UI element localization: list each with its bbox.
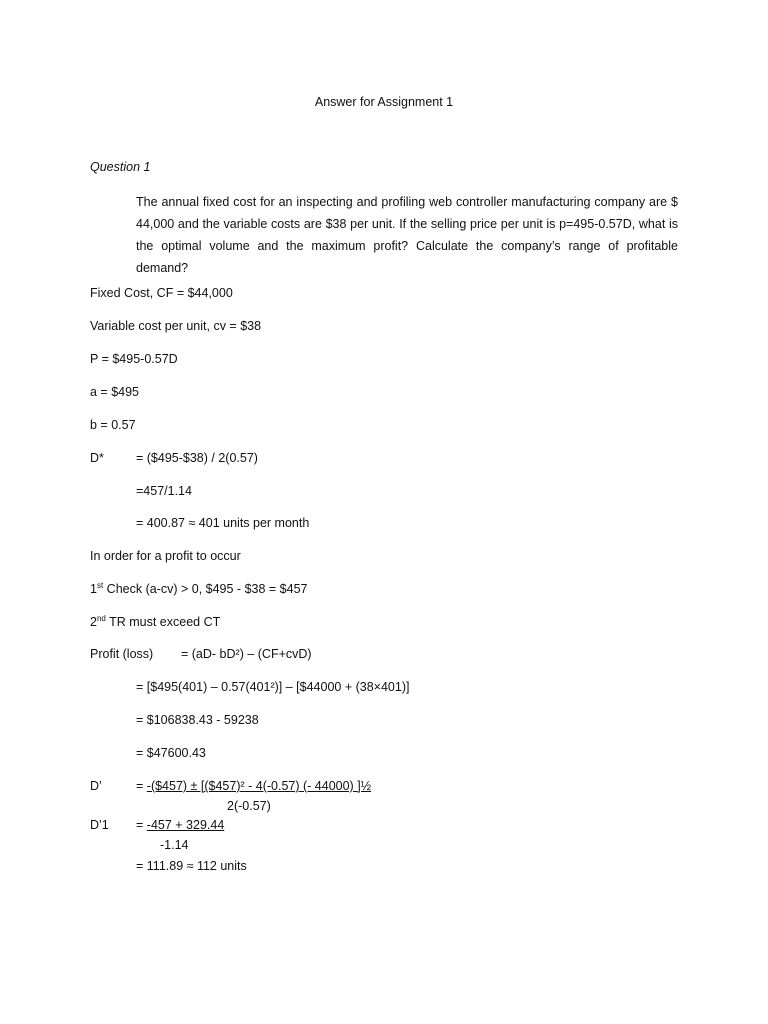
first-check-ordinal: st	[96, 581, 104, 590]
first-check-text: Check (a-cv) > 0, $495 - $38 = $457	[103, 582, 308, 596]
b-value: b = 0.57	[90, 418, 136, 432]
profit-label: Profit (loss)	[90, 647, 154, 661]
first-check	[90, 583, 307, 596]
profit-result: = $47600.43	[136, 746, 206, 760]
price-equation: P = $495-0.57D	[90, 352, 178, 366]
dprime-label: D’	[90, 779, 102, 793]
question-label: Question 1	[90, 160, 151, 174]
dprime1-numerator: -457 + 329.44	[146, 818, 225, 832]
profit-step-1: = [$495(401) – 0.57(401²)] – [$44000 + (38×401)]	[136, 680, 410, 694]
first-check-number: 1	[90, 582, 97, 596]
dprime-equals: =	[136, 779, 147, 793]
a-value: a = $495	[90, 385, 140, 399]
second-check	[90, 616, 220, 629]
question-text: The annual fixed cost for an inspecting and profiling web controller manufacturing company are $ 44,000 and the variable costs are $38 per unit. If the selling price per unit is p=495-0.57D, what is the optimal volume and the maximum profit? Calculate the company’s range of profitable demand?	[136, 195, 678, 275]
dprime1-label: D’1	[90, 818, 109, 832]
profit-step-2: = $106838.43 - 59238	[136, 713, 259, 727]
dprime-numerator: -($457) ± [($457)² - 4(-0.57) (- 44000) ]½	[146, 779, 372, 793]
document-title: Answer for Assignment 1	[314, 95, 454, 109]
dstar-step: =457/1.14	[136, 484, 192, 498]
fixed-cost-line: Fixed Cost, CF = $44,000	[90, 286, 233, 300]
dprime1-equation	[136, 819, 224, 832]
dprime1-result: = 111.89 ≈ 112 units	[136, 859, 247, 873]
dprime-denominator: 2(-0.57)	[227, 799, 271, 813]
second-check-number: 2	[90, 615, 97, 629]
dstar-result: = 400.87 ≈ 401 units per month	[136, 516, 310, 530]
dstar-equation: = ($495-$38) / 2(0.57)	[136, 451, 258, 465]
profit-intro: In order for a profit to occur	[90, 549, 241, 563]
variable-cost-line: Variable cost per unit, cv = $38	[90, 319, 262, 333]
dprime-equation	[136, 780, 371, 793]
dprime1-denominator: -1.14	[160, 838, 189, 852]
second-check-ordinal: nd	[96, 614, 106, 623]
second-check-text: TR must exceed CT	[105, 615, 221, 629]
dstar-label: D*	[90, 451, 104, 465]
profit-equation: = (aD- bD²) – (CF+cvD)	[181, 647, 312, 661]
dprime1-equals: =	[136, 818, 147, 832]
